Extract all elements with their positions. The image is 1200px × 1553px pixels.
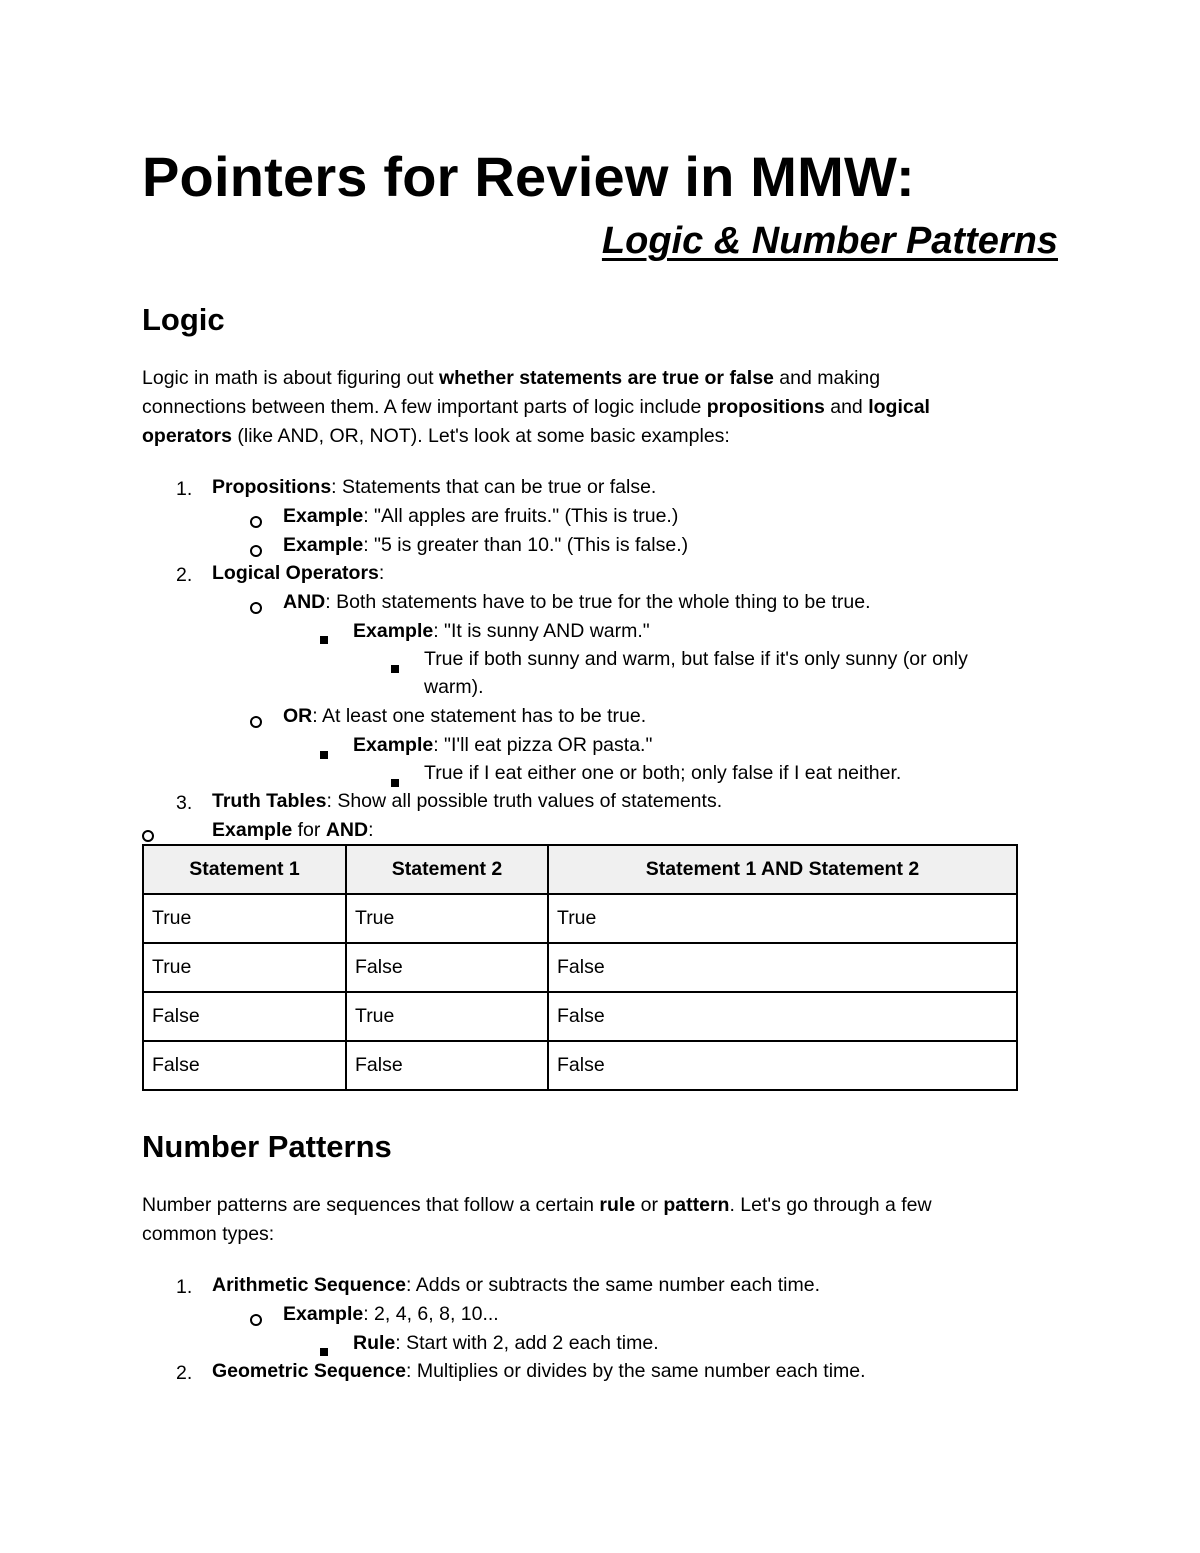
term: AND	[283, 591, 326, 613]
term: Rule	[353, 1332, 396, 1354]
list-item-truth-tables	[212, 787, 722, 816]
page-title: Pointers for Review in MMW:	[142, 145, 915, 208]
text: : At least one statement has to be true.	[312, 705, 647, 727]
patterns-intro-line-2: common types:	[142, 1223, 275, 1245]
term: Arithmetic Sequence	[212, 1274, 406, 1296]
term: AND	[325, 819, 369, 841]
text: :	[368, 819, 374, 841]
term: Logical Operators	[212, 562, 379, 584]
list-number: 1.	[176, 1276, 193, 1298]
table-cell: False	[548, 943, 1017, 992]
term: Example	[283, 1303, 364, 1325]
text: : Both statements have to be true for the whole thing to be true.	[325, 591, 871, 613]
square-bullet-icon	[320, 627, 328, 650]
emphasis: operators	[142, 425, 232, 447]
list-item-example	[283, 1300, 499, 1329]
table-cell: False	[548, 1041, 1017, 1090]
term: Truth Tables	[212, 790, 327, 812]
text: : 2, 4, 6, 8, 10...	[363, 1303, 499, 1325]
table-cell: False	[548, 992, 1017, 1041]
text: : Start with 2, add 2 each time.	[395, 1332, 659, 1354]
text: Number patterns are sequences that follow a certain	[142, 1194, 600, 1216]
text: for	[292, 819, 326, 841]
list-item-example	[353, 617, 650, 646]
circle-bullet-icon	[250, 511, 262, 534]
text: and making	[773, 367, 881, 389]
emphasis: whether statements are true or false	[439, 367, 774, 389]
list-number: 3.	[176, 792, 193, 814]
square-bullet-icon	[320, 742, 328, 765]
term: Example	[353, 734, 434, 756]
text: :	[378, 562, 385, 584]
list-item-example	[353, 731, 652, 760]
text: : "It is sunny AND warm."	[433, 620, 650, 642]
list-item-example	[283, 531, 688, 560]
list-item-and	[283, 588, 871, 617]
table-cell: False	[346, 943, 548, 992]
list-item-detail: True if I eat either one or both; only false if I eat neither.	[424, 762, 902, 784]
list-item-detail: True if both sunny and warm, but false if it's only sunny (or only	[424, 648, 968, 670]
table-header-row	[143, 845, 1017, 894]
page-subtitle: Logic & Number Patterns	[601, 220, 1058, 262]
table-row	[143, 1041, 1017, 1090]
table-row	[143, 943, 1017, 992]
logic-intro-line-3	[142, 422, 730, 451]
table-header-cell: Statement 2	[346, 845, 548, 894]
logic-heading: Logic	[142, 302, 225, 337]
list-number: 2.	[176, 564, 193, 586]
list-item-propositions	[212, 473, 656, 502]
term: Geometric Sequence	[212, 1360, 406, 1382]
list-number: 1.	[176, 478, 193, 500]
term: Example	[283, 534, 364, 556]
term: OR	[283, 705, 313, 727]
text: connections between them. A few important parts of logic include	[142, 396, 707, 418]
table-example-label	[212, 816, 373, 845]
circle-bullet-icon	[250, 711, 262, 734]
truth-table	[142, 844, 1018, 1091]
text: . Let's go through a few	[729, 1194, 932, 1216]
text: : Multiplies or divides by the same number each time.	[406, 1360, 866, 1382]
list-item-logical-operators	[212, 559, 384, 588]
list-number: 2.	[176, 1362, 193, 1384]
table-cell: True	[346, 992, 548, 1041]
emphasis: rule	[599, 1194, 636, 1216]
square-bullet-icon	[391, 656, 399, 679]
circle-bullet-icon	[250, 597, 262, 620]
table-cell: True	[143, 894, 346, 943]
list-item-rule	[353, 1329, 659, 1358]
text: Logic in math is about figuring out	[142, 367, 440, 389]
text: : "All apples are fruits." (This is true.)	[363, 505, 679, 527]
table-header-cell: Statement 1	[143, 845, 346, 894]
table-header-cell: Statement 1 AND Statement 2	[548, 845, 1017, 894]
text: (like AND, OR, NOT). Let's look at some basic examples:	[231, 425, 730, 447]
table-cell: False	[143, 992, 346, 1041]
number-patterns-heading: Number Patterns	[142, 1129, 392, 1164]
list-item-detail-continued: warm).	[424, 676, 484, 698]
table-row	[143, 992, 1017, 1041]
table-row	[143, 894, 1017, 943]
term: Example	[212, 819, 293, 841]
text: : Statements that can be true or false.	[331, 476, 657, 498]
emphasis: propositions	[706, 396, 825, 418]
table-cell: True	[143, 943, 346, 992]
term: Example	[353, 620, 434, 642]
list-item-arithmetic	[212, 1271, 820, 1300]
table-cell: True	[346, 894, 548, 943]
text: : Show all possible truth values of statements.	[326, 790, 723, 812]
emphasis: pattern	[663, 1194, 730, 1216]
logic-intro-line-1	[142, 364, 880, 393]
logic-intro-line-2	[142, 393, 930, 422]
table-cell: False	[143, 1041, 346, 1090]
text: : "I'll eat pizza OR pasta."	[433, 734, 653, 756]
list-item-example	[283, 502, 678, 531]
text: and	[824, 396, 869, 418]
text: : Adds or subtracts the same number each time.	[405, 1274, 821, 1296]
text: or	[635, 1194, 664, 1216]
circle-bullet-icon	[250, 1309, 262, 1332]
table-cell: True	[548, 894, 1017, 943]
list-item-geometric	[212, 1357, 866, 1386]
text: : "5 is greater than 10." (This is false.)	[363, 534, 689, 556]
term: Example	[283, 505, 364, 527]
table-cell: False	[346, 1041, 548, 1090]
emphasis: logical	[868, 396, 930, 418]
list-item-or	[283, 702, 646, 731]
term: Propositions	[212, 476, 332, 498]
patterns-intro-line-1	[142, 1191, 932, 1220]
